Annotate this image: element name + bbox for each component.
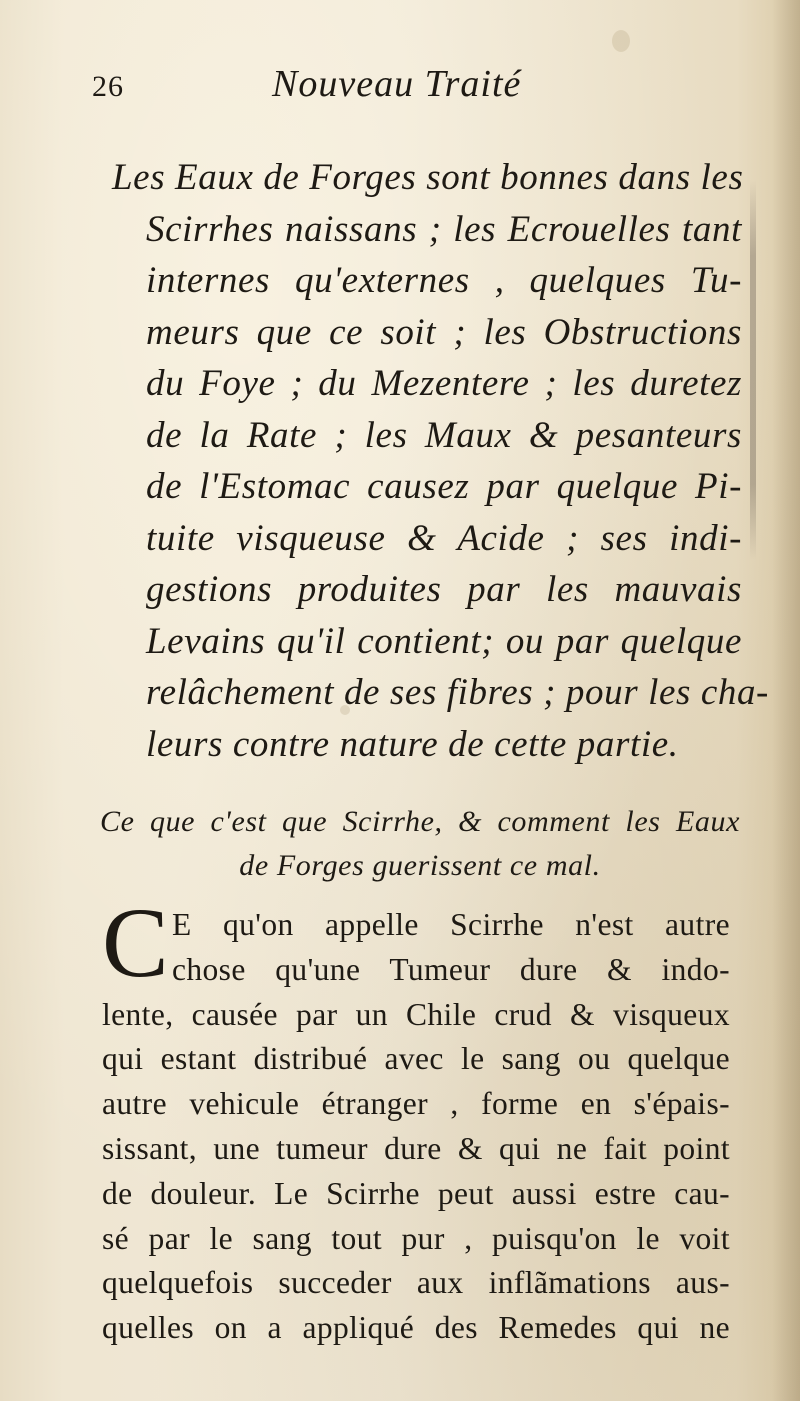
paragraph-line: relâchement de ses fibres ; pour les cha- [146, 672, 769, 713]
paragraph-line: de la Rate ; les Maux & pesanteurs [146, 414, 742, 456]
paragraph-line: meurs que ce soit ; les Obstructions [146, 311, 742, 353]
section-heading [100, 800, 740, 888]
body-paragraph [102, 903, 730, 1351]
paragraph-line: tuite visqueuse & Acide ; ses indi- [146, 517, 742, 559]
page-number: 26 [92, 70, 124, 103]
paragraph-line: Les Eaux de Forges sont bonnes dans les [112, 157, 744, 198]
paragraph-line: du Foye ; du Mezentere ; les duretez [146, 363, 742, 404]
paper-stain [612, 30, 630, 52]
drop-cap: C [102, 887, 169, 998]
bracket-mark [750, 180, 756, 560]
body-line: quelles on a appliqué des Remedes qui ne [102, 1310, 730, 1346]
body-line: E qu'on appelle Scirrhe n'est autre [172, 907, 730, 942]
paragraph-line: de l'Estomac causez par quelque Pi- [146, 466, 742, 507]
running-title: Nouveau Traité [272, 63, 522, 105]
paragraph-line: Scirrhes naissans ; les Ecrouelles tant [146, 208, 742, 250]
heading-line: de Forges guerissent ce mal. [239, 849, 601, 882]
body-line: autre vehicule étranger , forme en s'épais- [102, 1086, 730, 1122]
heading-line: Ce que c'est que Scirrhe, & comment les Eaux [100, 805, 740, 838]
italic-paragraph [112, 152, 769, 770]
body-line: qui estant distribué avec le sang ou quelque [102, 1041, 730, 1077]
body-line: quelquefois succeder aux inflãmations aus- [102, 1265, 730, 1301]
paragraph-line: leurs contre nature de cette partie. [146, 723, 679, 765]
body-line: sé par le sang tout pur , puisqu'on le voit [102, 1220, 730, 1256]
body-line: sissant, une tumeur dure & qui ne fait point [102, 1130, 730, 1166]
body-line: de douleur. Le Scirrhe peut aussi estre cau- [102, 1175, 730, 1211]
paragraph-line: internes qu'externes , quelques Tu- [146, 260, 742, 301]
page-header [92, 62, 692, 112]
body-line: lente, causée par un Chile crud & visqueux [102, 996, 730, 1032]
paragraph-line: gestions produites par les mauvais [146, 569, 742, 610]
paragraph-line: Levains qu'il contient; ou par quelque [146, 620, 742, 662]
body-line: chose qu'une Tumeur dure & indo- [172, 951, 730, 987]
